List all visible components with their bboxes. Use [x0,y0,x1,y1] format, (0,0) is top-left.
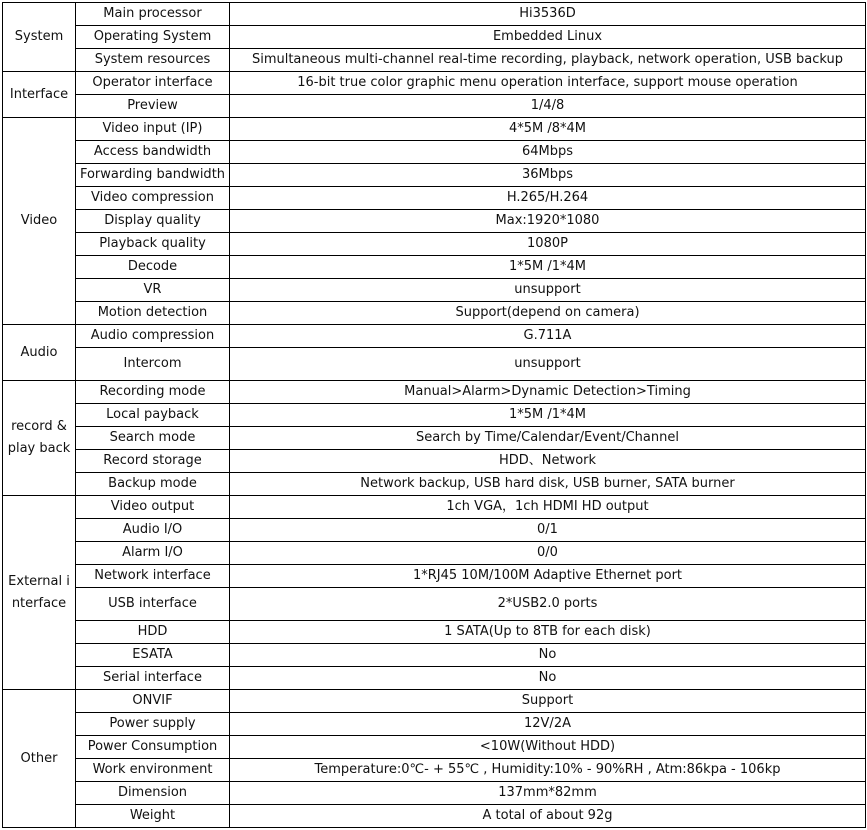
spec-row [3,736,866,759]
spec-row [3,49,866,72]
spec-row [3,302,866,325]
category-cell: External i nterface [3,496,76,690]
spec-row [3,118,866,141]
spec-row [3,3,866,26]
spec-row [3,210,866,233]
parameter-cell: Motion detection [76,302,230,325]
parameter-cell: Power Consumption [76,736,230,759]
spec-row [3,279,866,302]
parameter-cell: Work environment [76,759,230,782]
value-cell: 1ch VGA，1ch HDMI HD output [230,496,866,519]
value-cell: unsupport [230,348,866,381]
value-cell: unsupport [230,279,866,302]
parameter-cell: Audio compression [76,325,230,348]
parameter-cell: Operating System [76,26,230,49]
value-cell: Hi3536D [230,3,866,26]
value-cell: Simultaneous multi-channel real-time recording, playback, network operation, USB backup [230,49,866,72]
value-cell: 1*5M /1*4M [230,256,866,279]
parameter-cell: Display quality [76,210,230,233]
value-cell: 16-bit true color graphic menu operation interface, support mouse operation [230,72,866,95]
spec-row [3,782,866,805]
value-cell: Network backup, USB hard disk, USB burner, SATA burner [230,473,866,496]
spec-row [3,427,866,450]
parameter-cell: Video input (IP) [76,118,230,141]
parameter-cell: Preview [76,95,230,118]
parameter-cell: Forwarding bandwidth [76,164,230,187]
spec-row [3,404,866,427]
value-cell: No [230,644,866,667]
parameter-cell: VR [76,279,230,302]
spec-row [3,588,866,621]
spec-row [3,759,866,782]
spec-row [3,713,866,736]
spec-row [3,164,866,187]
value-cell: Search by Time/Calendar/Event/Channel [230,427,866,450]
value-cell: 1*RJ45 10M/100M Adaptive Ethernet port [230,565,866,588]
parameter-cell: ONVIF [76,690,230,713]
category-cell: Other [3,690,76,828]
spec-row [3,187,866,210]
value-cell: 2*USB2.0 ports [230,588,866,621]
parameter-cell: Backup mode [76,473,230,496]
spec-row [3,473,866,496]
value-cell: 12V/2A [230,713,866,736]
spec-row [3,542,866,565]
value-cell: 1/4/8 [230,95,866,118]
value-cell: 64Mbps [230,141,866,164]
parameter-cell: USB interface [76,588,230,621]
category-cell: Audio [3,325,76,381]
value-cell: 137mm*82mm [230,782,866,805]
category-cell: Video [3,118,76,325]
spec-row [3,256,866,279]
parameter-cell: ESATA [76,644,230,667]
spec-row [3,450,866,473]
spec-row [3,348,866,381]
parameter-cell: Main processor [76,3,230,26]
value-cell: Support [230,690,866,713]
parameter-cell: Operator interface [76,72,230,95]
value-cell: <10W(Without HDD) [230,736,866,759]
spec-row [3,621,866,644]
value-cell: 1 SATA(Up to 8TB for each disk) [230,621,866,644]
value-cell: 0/0 [230,542,866,565]
category-cell: record & play back [3,381,76,496]
parameter-cell: HDD [76,621,230,644]
value-cell: A total of about 92g [230,805,866,828]
value-cell: Max:1920*1080 [230,210,866,233]
parameter-cell: Video output [76,496,230,519]
spec-row [3,690,866,713]
parameter-cell: Record storage [76,450,230,473]
spec-table-body [3,3,866,828]
spec-row [3,95,866,118]
parameter-cell: System resources [76,49,230,72]
parameter-cell: Dimension [76,782,230,805]
parameter-cell: Audio I/O [76,519,230,542]
spec-row [3,26,866,49]
spec-row [3,565,866,588]
parameter-cell: Intercom [76,348,230,381]
value-cell: HDD、Network [230,450,866,473]
value-cell: 0/1 [230,519,866,542]
spec-row [3,233,866,256]
parameter-cell: Decode [76,256,230,279]
parameter-cell: Access bandwidth [76,141,230,164]
parameter-cell: Playback quality [76,233,230,256]
spec-row [3,141,866,164]
spec-row [3,667,866,690]
value-cell: No [230,667,866,690]
parameter-cell: Serial interface [76,667,230,690]
spec-row [3,519,866,542]
value-cell: Support(depend on camera) [230,302,866,325]
value-cell: Manual>Alarm>Dynamic Detection>Timing [230,381,866,404]
spec-row [3,805,866,828]
value-cell: Temperature:0℃- + 55℃ , Humidity:10% - 90%RH , Atm:86kpa - 106kp [230,759,866,782]
parameter-cell: Search mode [76,427,230,450]
parameter-cell: Network interface [76,565,230,588]
value-cell: 4*5M /8*4M [230,118,866,141]
value-cell: 1080P [230,233,866,256]
category-cell: Interface [3,72,76,118]
parameter-cell: Video compression [76,187,230,210]
value-cell: H.265/H.264 [230,187,866,210]
spec-row [3,644,866,667]
parameter-cell: Recording mode [76,381,230,404]
value-cell: Embedded Linux [230,26,866,49]
value-cell: 1*5M /1*4M [230,404,866,427]
spec-row [3,325,866,348]
spec-row [3,381,866,404]
category-cell: System [3,3,76,72]
parameter-cell: Power supply [76,713,230,736]
spec-row [3,496,866,519]
parameter-cell: Local payback [76,404,230,427]
parameter-cell: Weight [76,805,230,828]
parameter-cell: Alarm I/O [76,542,230,565]
value-cell: G.711A [230,325,866,348]
spec-table [2,2,866,828]
value-cell: 36Mbps [230,164,866,187]
spec-row [3,72,866,95]
